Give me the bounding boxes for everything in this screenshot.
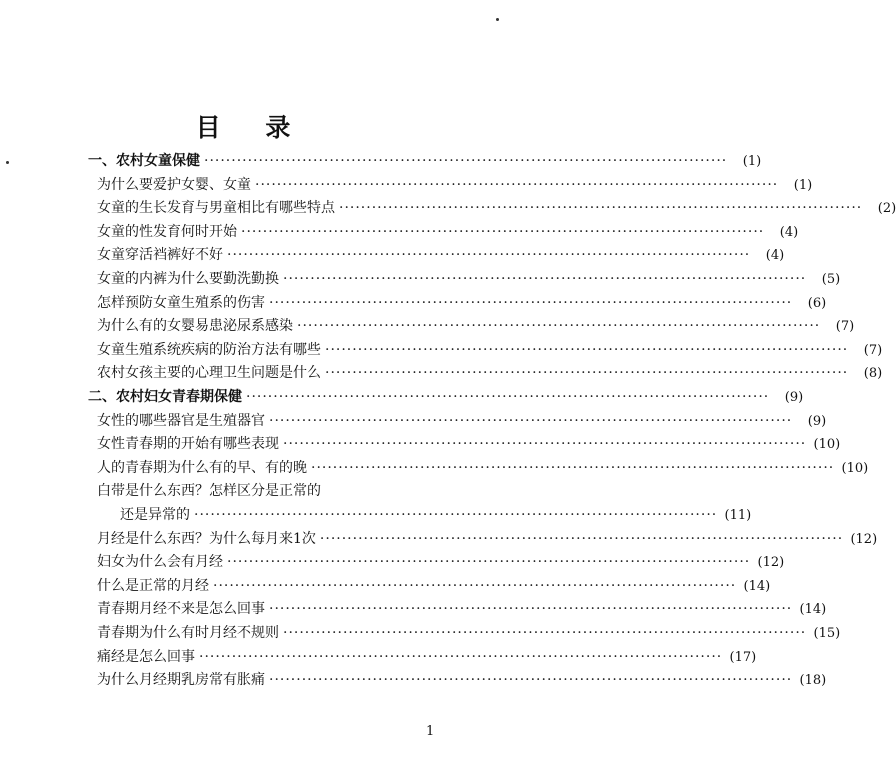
dot-leader: ································································································ [227,247,751,264]
dot-leader: ································································································ [194,507,718,523]
toc-item [97,246,785,265]
toc-entry-title: 为什么月经期乳房常有胀痛 [97,672,265,689]
toc-item [97,270,841,289]
dot-leader: ································································································ [269,601,793,618]
toc-entry-title: 青春期为什么有时月经不规则 [97,625,279,641]
toc-item-continued [120,506,752,525]
toc-entry-title: 青春期月经不来是怎么回事 [97,601,265,618]
toc-section [88,152,762,171]
dot-leader: ································································································ [227,554,751,571]
toc-entry-page: (2) [877,201,896,217]
toc-item [97,199,896,218]
dot-leader: ································································································ [269,672,793,689]
toc-entry-title: 为什么有的女婴易患泌尿系感染 [97,318,293,335]
toc-entry-title: 女童的内裤为什么要勤洗勤换 [97,271,279,287]
toc-entry-title: 为什么要爱护女婴、女童 [97,176,251,193]
toc-entry-page: (12) [850,531,878,547]
toc-entry-title: 女性的哪些器官是生殖器官 [97,412,265,429]
toc-entry-page: (1) [742,154,762,169]
dot-leader: ································································································ [319,530,844,547]
page-number: 1 [426,724,435,739]
toc-entry-title: 白带是什么东西？怎样区分是正常的 [97,483,321,500]
toc-entry-page: (10) [841,460,869,476]
scan-speck [6,161,9,164]
toc-section [88,388,804,407]
toc-item [97,412,827,431]
toc-item [97,671,827,690]
toc-item [97,553,785,572]
dot-leader: ································································································ [283,271,807,287]
toc-entry-page: (4) [765,248,785,264]
dot-leader: ································································································ [339,200,863,217]
toc-entry-title: 痛经是怎么回事 [97,648,195,665]
dot-leader: ································································································ [213,577,737,594]
dot-leader: ································································································ [199,648,723,665]
toc-item [97,459,869,478]
toc-item [97,341,883,360]
toc-item [97,435,841,454]
toc-entry-page: (7) [835,319,855,335]
toc-entry-title: 女童的生长发育与男童相比有哪些特点 [97,200,335,217]
page-title: 目 录 [195,113,309,142]
dot-leader: ································································································ [297,318,821,335]
dot-leader: ································································································ [283,436,807,453]
toc-item-wrapped [97,482,440,500]
toc-entry-page: (7) [863,342,883,358]
dot-leader: ································································································ [246,389,770,405]
dot-leader: ································································································ [269,294,793,311]
toc-entry-title: 还是异常的 [120,507,190,523]
toc-item [97,223,799,242]
dot-leader: ································································································ [241,223,765,240]
dot-leader: ································································································ [311,459,835,476]
dot-leader: ································································································ [269,412,793,429]
toc-entry-title: 妇女为什么会有月经 [97,554,223,571]
toc-entry-title: 怎样预防女童生殖系的伤害 [97,294,265,311]
toc-item [97,294,827,313]
toc-entry-page: (9) [807,413,827,429]
toc-entry-title: 女童生殖系统疾病的防治方法有哪些 [97,341,321,358]
dot-leader: ································································································ [204,153,728,169]
toc-entry-page: (10) [813,437,841,453]
toc-entry-page: (17) [729,649,757,665]
toc-entry-title: 二、农村妇女青春期保健 [88,389,242,405]
toc-entry-page: (1) [793,177,813,193]
toc-entry-page: (12) [757,555,785,571]
toc-entry-page: (5) [821,272,841,287]
toc-entry-title: 女性青春期的开始有哪些表现 [97,436,279,453]
toc-item [97,530,878,549]
toc-entry-page: (18) [799,673,827,689]
toc-item [97,176,813,195]
dot-leader: ································································································ [283,625,807,641]
dot-leader: ································································································ [325,341,849,358]
toc-entry-page: (8) [863,366,883,382]
toc-entry-page: (9) [784,390,804,405]
toc-entry-page: (15) [813,626,841,641]
toc-entry-title: 农村女孩主要的心理卫生问题是什么 [97,365,321,382]
toc-entry-title: 人的青春期为什么有的早、有的晚 [97,459,307,476]
toc-item [97,648,757,667]
toc-item [97,600,827,619]
toc-item [97,364,883,383]
toc-item [97,317,855,336]
toc-item [97,577,771,596]
toc-entry-title: 女童穿活裆裤好不好 [97,247,223,264]
dot-leader: ································································································ [255,176,779,193]
toc-item [97,624,841,643]
toc-entry-title: 女童的性发育何时开始 [97,223,237,240]
toc-entry-page: (6) [807,295,827,311]
toc-entry-page: (4) [779,224,799,240]
toc-entry-title: 一、农村女童保健 [88,153,200,169]
toc-entry-title: 月经是什么东西？为什么每月来1次 [97,530,316,547]
toc-entry-page: (11) [724,508,752,523]
toc-entry-title: 什么是正常的月经 [97,577,209,594]
dot-leader: ································································································ [325,365,849,382]
scan-speck [496,18,499,21]
toc-entry-page: (14) [799,602,827,618]
toc-entry-page: (14) [743,578,771,594]
